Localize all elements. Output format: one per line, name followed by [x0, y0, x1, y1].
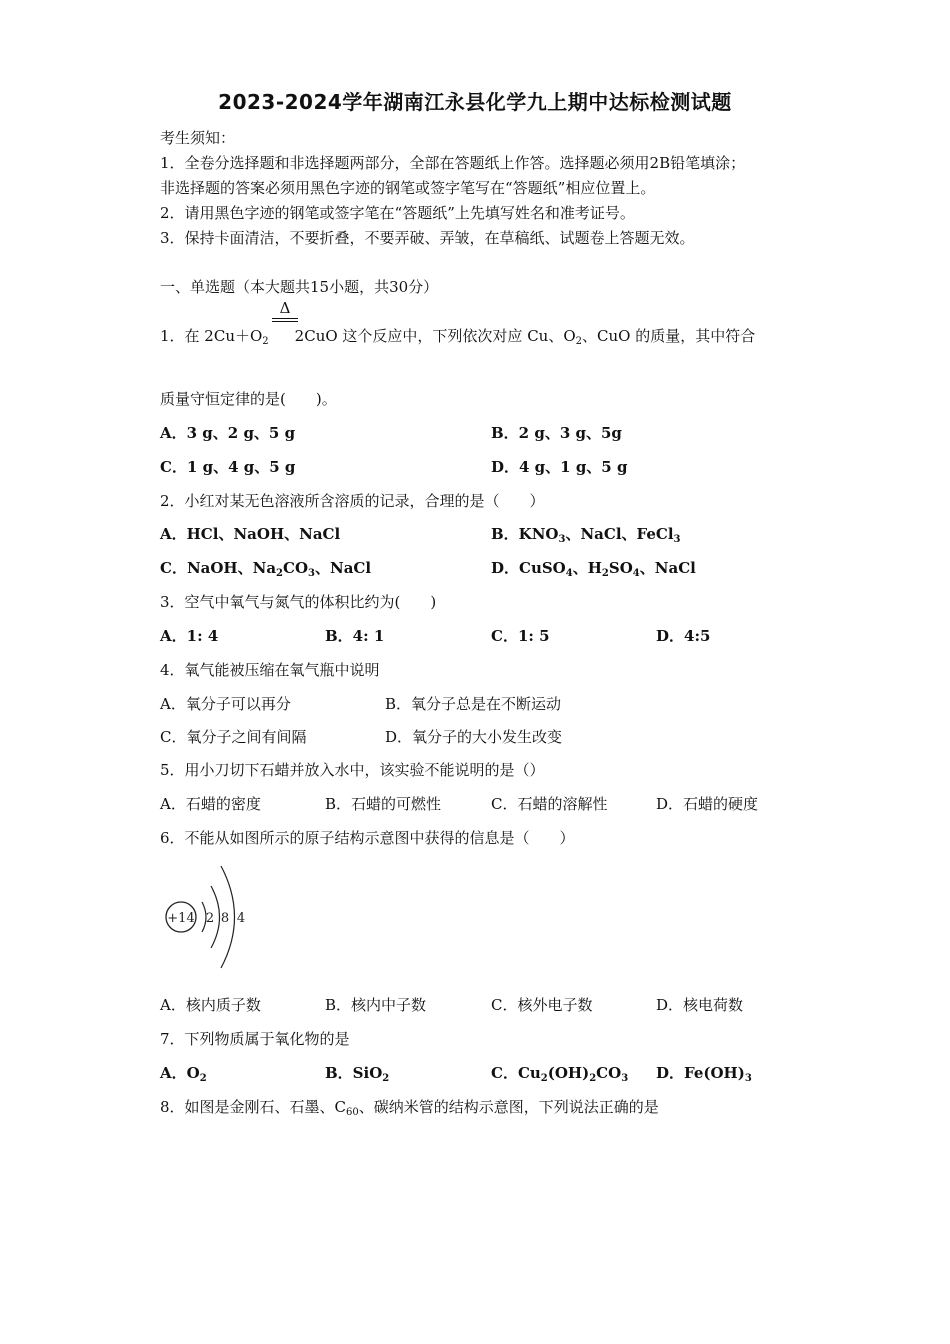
q1-option-d[interactable]: D．4 g、1 g、5 g	[491, 458, 628, 476]
nucleus-charge: +14	[167, 911, 195, 926]
q2-option-a[interactable]: A．HCl、NaOH、NaCl	[160, 525, 341, 543]
shell-electron-count: 4	[236, 911, 246, 926]
q4-option-a[interactable]: A．氧分子可以再分	[160, 695, 291, 713]
q1-option-a[interactable]: A．3 g、2 g、5 g	[160, 424, 296, 442]
reaction-arrow-line	[272, 321, 298, 322]
notice-item: 2．请用黑色字迹的钢笔或签字笔在“答题纸”上先填写姓名和准考证号。	[160, 204, 635, 222]
q1-stem: 1．在 $2Cu+O_2$ 2CuO 这个反应中，下列依次对应 Cu、$O_2$、CuO 的质量，其中符合	[160, 327, 756, 347]
notice-heading: 考生须知：	[160, 129, 236, 147]
shell-electron-count: 8	[220, 911, 230, 926]
q1-stem-line2: 质量守恒定律的是( )。	[160, 390, 337, 408]
page-title: 2023-2024学年湖南江永县化学九上期中达标检测试题	[218, 90, 732, 114]
q5-option-c[interactable]: C．石蜡的溶解性	[491, 795, 608, 813]
q1-option-b[interactable]: B．2 g、3 g、5g	[491, 424, 622, 442]
notice-item: 1．全卷分选择题和非选择题两部分，全部在答题纸上作答。选择题必须用2B铅笔填涂；	[160, 154, 746, 172]
delta-symbol: Δ	[279, 299, 291, 317]
q4-option-b[interactable]: B．氧分子总是在不断运动	[385, 695, 562, 713]
q3-option-d[interactable]: D．4:5	[656, 627, 711, 645]
q3-option-b[interactable]: B．4: 1	[325, 627, 385, 645]
q4-stem: 4．氧气能被压缩在氧气瓶中说明	[160, 661, 380, 679]
q5-option-d[interactable]: D．石蜡的硬度	[656, 795, 759, 813]
reaction-arrow-line	[272, 318, 298, 319]
q6-option-a[interactable]: A．核内质子数	[160, 996, 261, 1014]
q2-stem: 2．小红对某无色溶液所含溶质的记录，合理的是（ ）	[160, 492, 545, 510]
q5-stem: 5．用小刀切下石蜡并放入水中，该实验不能说明的是（）	[160, 761, 545, 779]
q7-option-d[interactable]: D．$Fe(OH)_3$	[656, 1064, 752, 1084]
q1-option-c[interactable]: C．1 g、4 g、5 g	[160, 458, 296, 476]
q2-option-d[interactable]: D．CuSO$_4$、$H_2SO_4$、NaCl	[491, 559, 696, 579]
q5-option-b[interactable]: B．石蜡的可燃性	[325, 795, 442, 813]
notice-item: 3．保持卡面清洁，不要折叠，不要弄破、弄皱，在草稿纸、试题卷上答题无效。	[160, 229, 695, 247]
q3-stem: 3．空气中氧气与氮气的体积比约为( )	[160, 593, 437, 611]
q4-option-c[interactable]: C．氧分子之间有间隔	[160, 728, 307, 746]
q6-stem: 6．不能从如图所示的原子结构示意图中获得的信息是（ ）	[160, 829, 575, 847]
q3-option-a[interactable]: A．1: 4	[160, 627, 219, 645]
q7-option-a[interactable]: A．$O_2$	[160, 1064, 207, 1084]
q6-option-c[interactable]: C．核外电子数	[491, 996, 593, 1014]
q7-option-b[interactable]: B．SiO$_2$	[325, 1064, 390, 1084]
q7-stem: 7．下列物质属于氧化物的是	[160, 1030, 350, 1048]
q6-option-d[interactable]: D．核电荷数	[656, 996, 744, 1014]
q5-option-a[interactable]: A．石蜡的密度	[160, 795, 261, 813]
shell-electron-count: 2	[205, 911, 215, 926]
heating-condition	[272, 300, 298, 322]
section-heading: 一、单选题（本大题共15小题，共30分）	[160, 278, 439, 296]
q8-stem: 8．如图是金刚石、石墨、$C_{60}$、碳纳米管的结构示意图，下列说法正确的是	[160, 1098, 659, 1118]
q2-option-c[interactable]: C．NaOH、$Na_2CO_3$、NaCl	[160, 559, 372, 579]
q6-option-b[interactable]: B．核内中子数	[325, 996, 427, 1014]
atom-structure-diagram	[160, 858, 260, 973]
notice-item: 非选择题的答案必须用黑色字迹的钢笔或签字笔写在“答题纸”相应位置上。	[160, 179, 656, 197]
q4-option-d[interactable]: D．氧分子的大小发生改变	[385, 728, 563, 746]
q3-option-c[interactable]: C．1: 5	[491, 627, 550, 645]
q2-option-b[interactable]: B．$KNO_3$、NaCl、FeCl$_3$	[491, 525, 681, 545]
q7-option-c[interactable]: C．$Cu_2(OH)_2CO_3$	[491, 1064, 629, 1084]
